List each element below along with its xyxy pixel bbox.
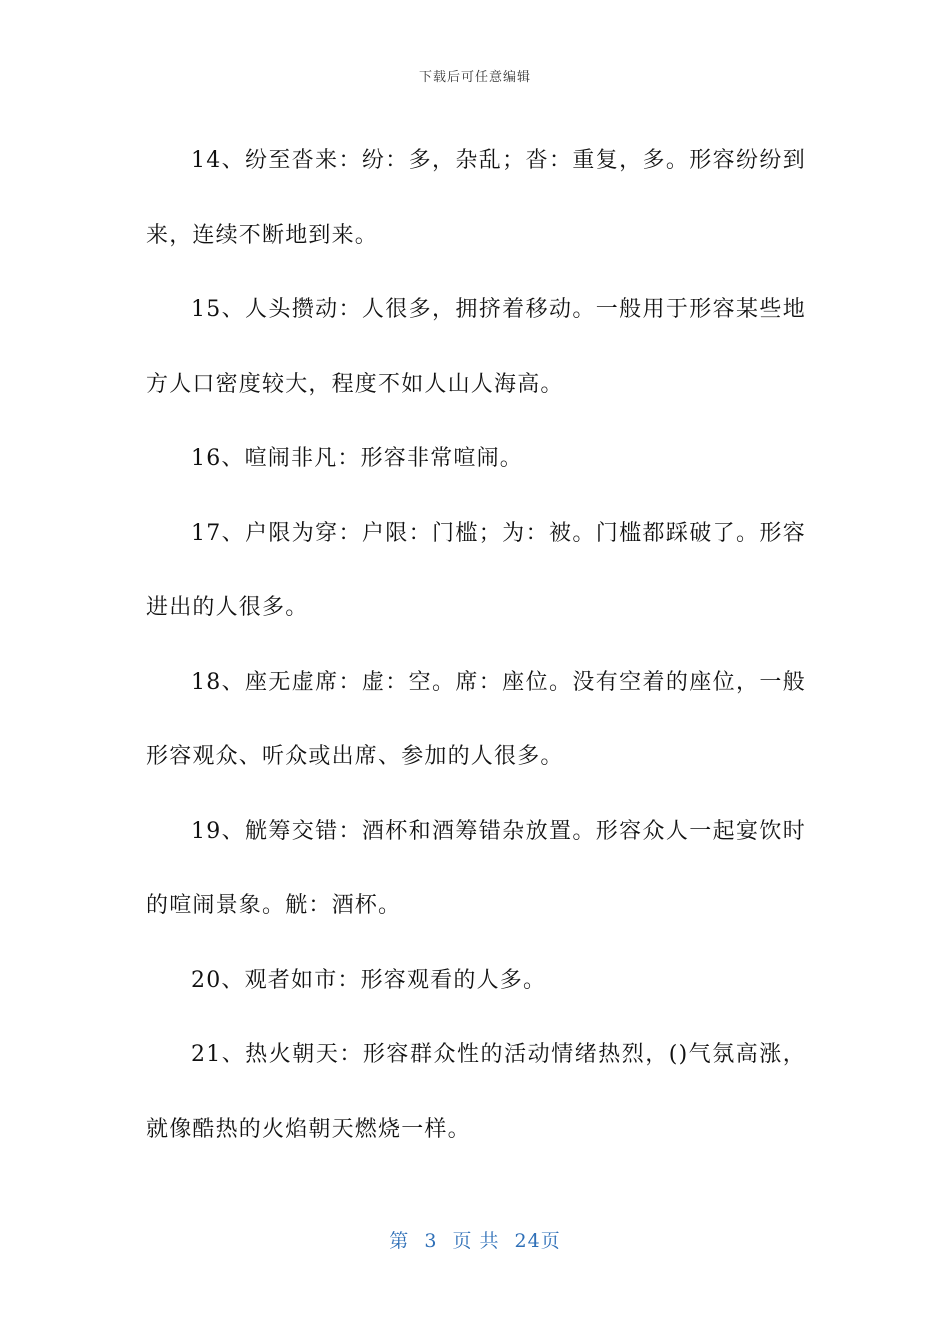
page-footer (0, 1226, 950, 1253)
paragraph-text: 15、人头攒动：人很多，拥挤着移动。一般用于形容某些地方人口密度较大，程度不如人山人海高。 (146, 297, 806, 397)
document-body (146, 124, 806, 1167)
paragraph-text: 21、热火朝天：形容群众性的活动情绪热烈，()气氛高涨，就像酷热的火焰朝天燃烧一样。 (146, 1042, 806, 1142)
paragraph-19 (146, 795, 806, 944)
footer-page-number: 3 (424, 1230, 438, 1252)
paragraph-14 (146, 124, 806, 273)
footer-total-pages: 24页 (514, 1230, 561, 1252)
footer-prefix: 第 (389, 1230, 410, 1252)
paragraph-text: 17、户限为穿：户限：门槛；为：被。门槛都踩破了。形容进出的人很多。 (146, 520, 806, 620)
paragraph-20 (146, 944, 806, 1019)
paragraph-16 (146, 422, 806, 497)
paragraph-text: 19、觥筹交错：酒杯和酒筹错杂放置。形容众人一起宴饮时的喧闹景象。觥：酒杯。 (146, 818, 806, 918)
paragraph-text: 14、纷至沓来：纷：多，杂乱；沓：重复，多。形容纷纷到来，连续不断地到来。 (146, 148, 806, 248)
paragraph-text: 18、座无虚席：虚：空。席：座位。没有空着的座位，一般形容观众、听众或出席、参加的人很多。 (146, 669, 806, 769)
paragraph-18 (146, 646, 806, 795)
page-header: 下载后可任意编辑 (418, 70, 531, 85)
paragraph-21 (146, 1018, 806, 1167)
footer-middle: 页 共 (452, 1230, 500, 1252)
paragraph-text: 20、观者如市：形容观看的人多。 (191, 967, 547, 993)
paragraph-17 (146, 497, 806, 646)
paragraph-15 (146, 273, 806, 422)
paragraph-text: 16、喧闹非凡：形容非常喧闹。 (191, 446, 523, 471)
